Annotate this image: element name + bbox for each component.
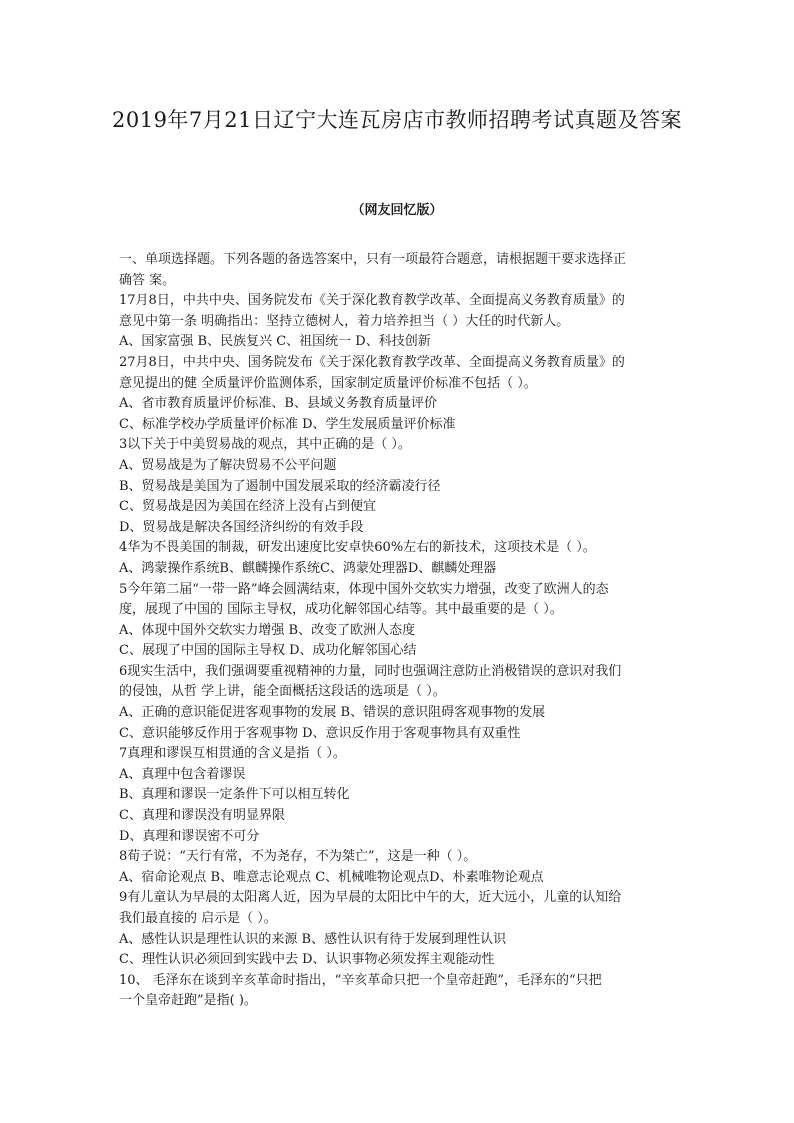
text-line: C、理性认识必须回到实践中去 D、认识事物必须发挥主观能动性 [119, 952, 495, 968]
text-line: A、省市教育质量评价标准、B、县域义务教育质量评价 [119, 396, 437, 412]
text-line: 的侵蚀，从哲 学上讲，能全面概括这段话的选项是（ ）。 [119, 684, 446, 700]
text-line: C、真理和谬误没有明显界限 [119, 808, 285, 824]
document-title: 2019年7月21日辽宁大连瓦房店市教师招聘考试真题及答案 [111, 108, 683, 132]
text-line: 确答 案。 [119, 272, 176, 288]
text-line: C、展现了中国的国际主导权 D、成功化解邻国心结 [119, 643, 417, 659]
text-line: A、正确的意识能促进客观事物的发展 B、错误的意识阻碍客观事物的发展 [119, 705, 546, 721]
text-line: 7真理和谬误互相贯通的含义是指（ ）。 [119, 746, 346, 762]
text-line: A、贸易战是为了解决贸易不公平问题 [119, 457, 337, 473]
text-line: C、标准学校办学质量评价标准 D、学生发展质量评价标准 [119, 416, 456, 432]
text-line: 4华为不畏美国的制裁，研发出速度比安卓快60%左右的新技术，这项技术是（ ）。 [119, 540, 596, 556]
text-line: 8荀子说：“天行有常，不为尧存，不为桀亡”，这是一种（ ）。 [119, 849, 477, 865]
text-line: A、感性认识是理性认识的来源 B、感性认识有待于发展到理性认识 [119, 931, 507, 947]
text-line: A、鸿蒙操作系统B、麒麟操作系统C、鸿蒙处理器D、麒麟处理器 [119, 560, 497, 576]
text-line: A、体现中国外交软实力增强 B、改变了欧洲人态度 [119, 622, 416, 638]
text-line: 意见中第一条 明确指出：坚持立德树人，着力培养担当（ ）大任的时代新人。 [119, 313, 570, 329]
text-line: A、宿命论观点 B、唯意志论观点 C、机械唯物论观点D、朴素唯物论观点 [119, 869, 544, 885]
text-line: C、意识能够反作用于客观事物 D、意识反作用于客观事物具有双重性 [119, 725, 521, 741]
text-line: 5今年第二届“一带一路”峰会圆满结束，体现中国外交软实力增强，改变了欧洲人的态 [119, 581, 609, 597]
text-line: C、贸易战是因为美国在经济上没有占到便宜 [119, 499, 376, 515]
text-line: B、贸易战是美国为了遏制中国发展采取的经济霸凌行径 [119, 478, 441, 494]
text-line: 意见提出的健 全质量评价监测体系，国家制定质量评价标准不包括（ ）。 [119, 375, 537, 391]
text-line: 6现实生活中，我们强调要重视精神的力量，同时也强调注意防止消极错误的意识对我们 [119, 663, 622, 679]
text-line: 27月8日，中共中央、国务院发布《关于深化教育教学改革、全面提高义务教育质量》的 [119, 354, 625, 370]
text-line: 3以下关于中美贸易战的观点，其中正确的是（ ）。 [119, 437, 411, 453]
text-line: 17月8日，中共中央、国务院发布《关于深化教育教学改革、全面提高义务教育质量》的 [119, 293, 625, 309]
text-line: A、国家富强 B、民族复兴 C、祖国统一 D、科技创新 [119, 334, 431, 350]
text-line: 9有儿童认为早晨的太阳离人近，因为早晨的太阳比中午的大，近大远小，儿童的认知给 [119, 890, 622, 906]
document-subtitle: （网友回忆版） [351, 203, 443, 218]
text-line: 一个皇帝赶跑”是指( )。 [119, 993, 257, 1009]
text-line: 度，展现了中国的 国际主导权，成功化解邻国心结等。其中最重要的是（ ）。 [119, 602, 563, 618]
text-line: 10、 毛泽东在谈到辛亥革命时指出，“辛亥革命只把一个皇帝赶跑”，毛泽东的“只把 [119, 972, 602, 988]
text-line: D、真理和谬误密不可分 [119, 828, 260, 844]
text-line: B、真理和谬误一定条件下可以相互转化 [119, 787, 350, 803]
text-line: 一、单项选择题。下列各题的备选答案中，只有一项最符合题意，请根据题干要求选择正 [119, 252, 627, 267]
document-body [119, 250, 679, 1012]
text-line: 我们最直接的 启示是（ ）。 [119, 911, 277, 926]
text-line: D、贸易战是解决各国经济纠纷的有效手段 [119, 519, 364, 535]
text-line: A、真理中包含着谬误 [119, 766, 246, 782]
